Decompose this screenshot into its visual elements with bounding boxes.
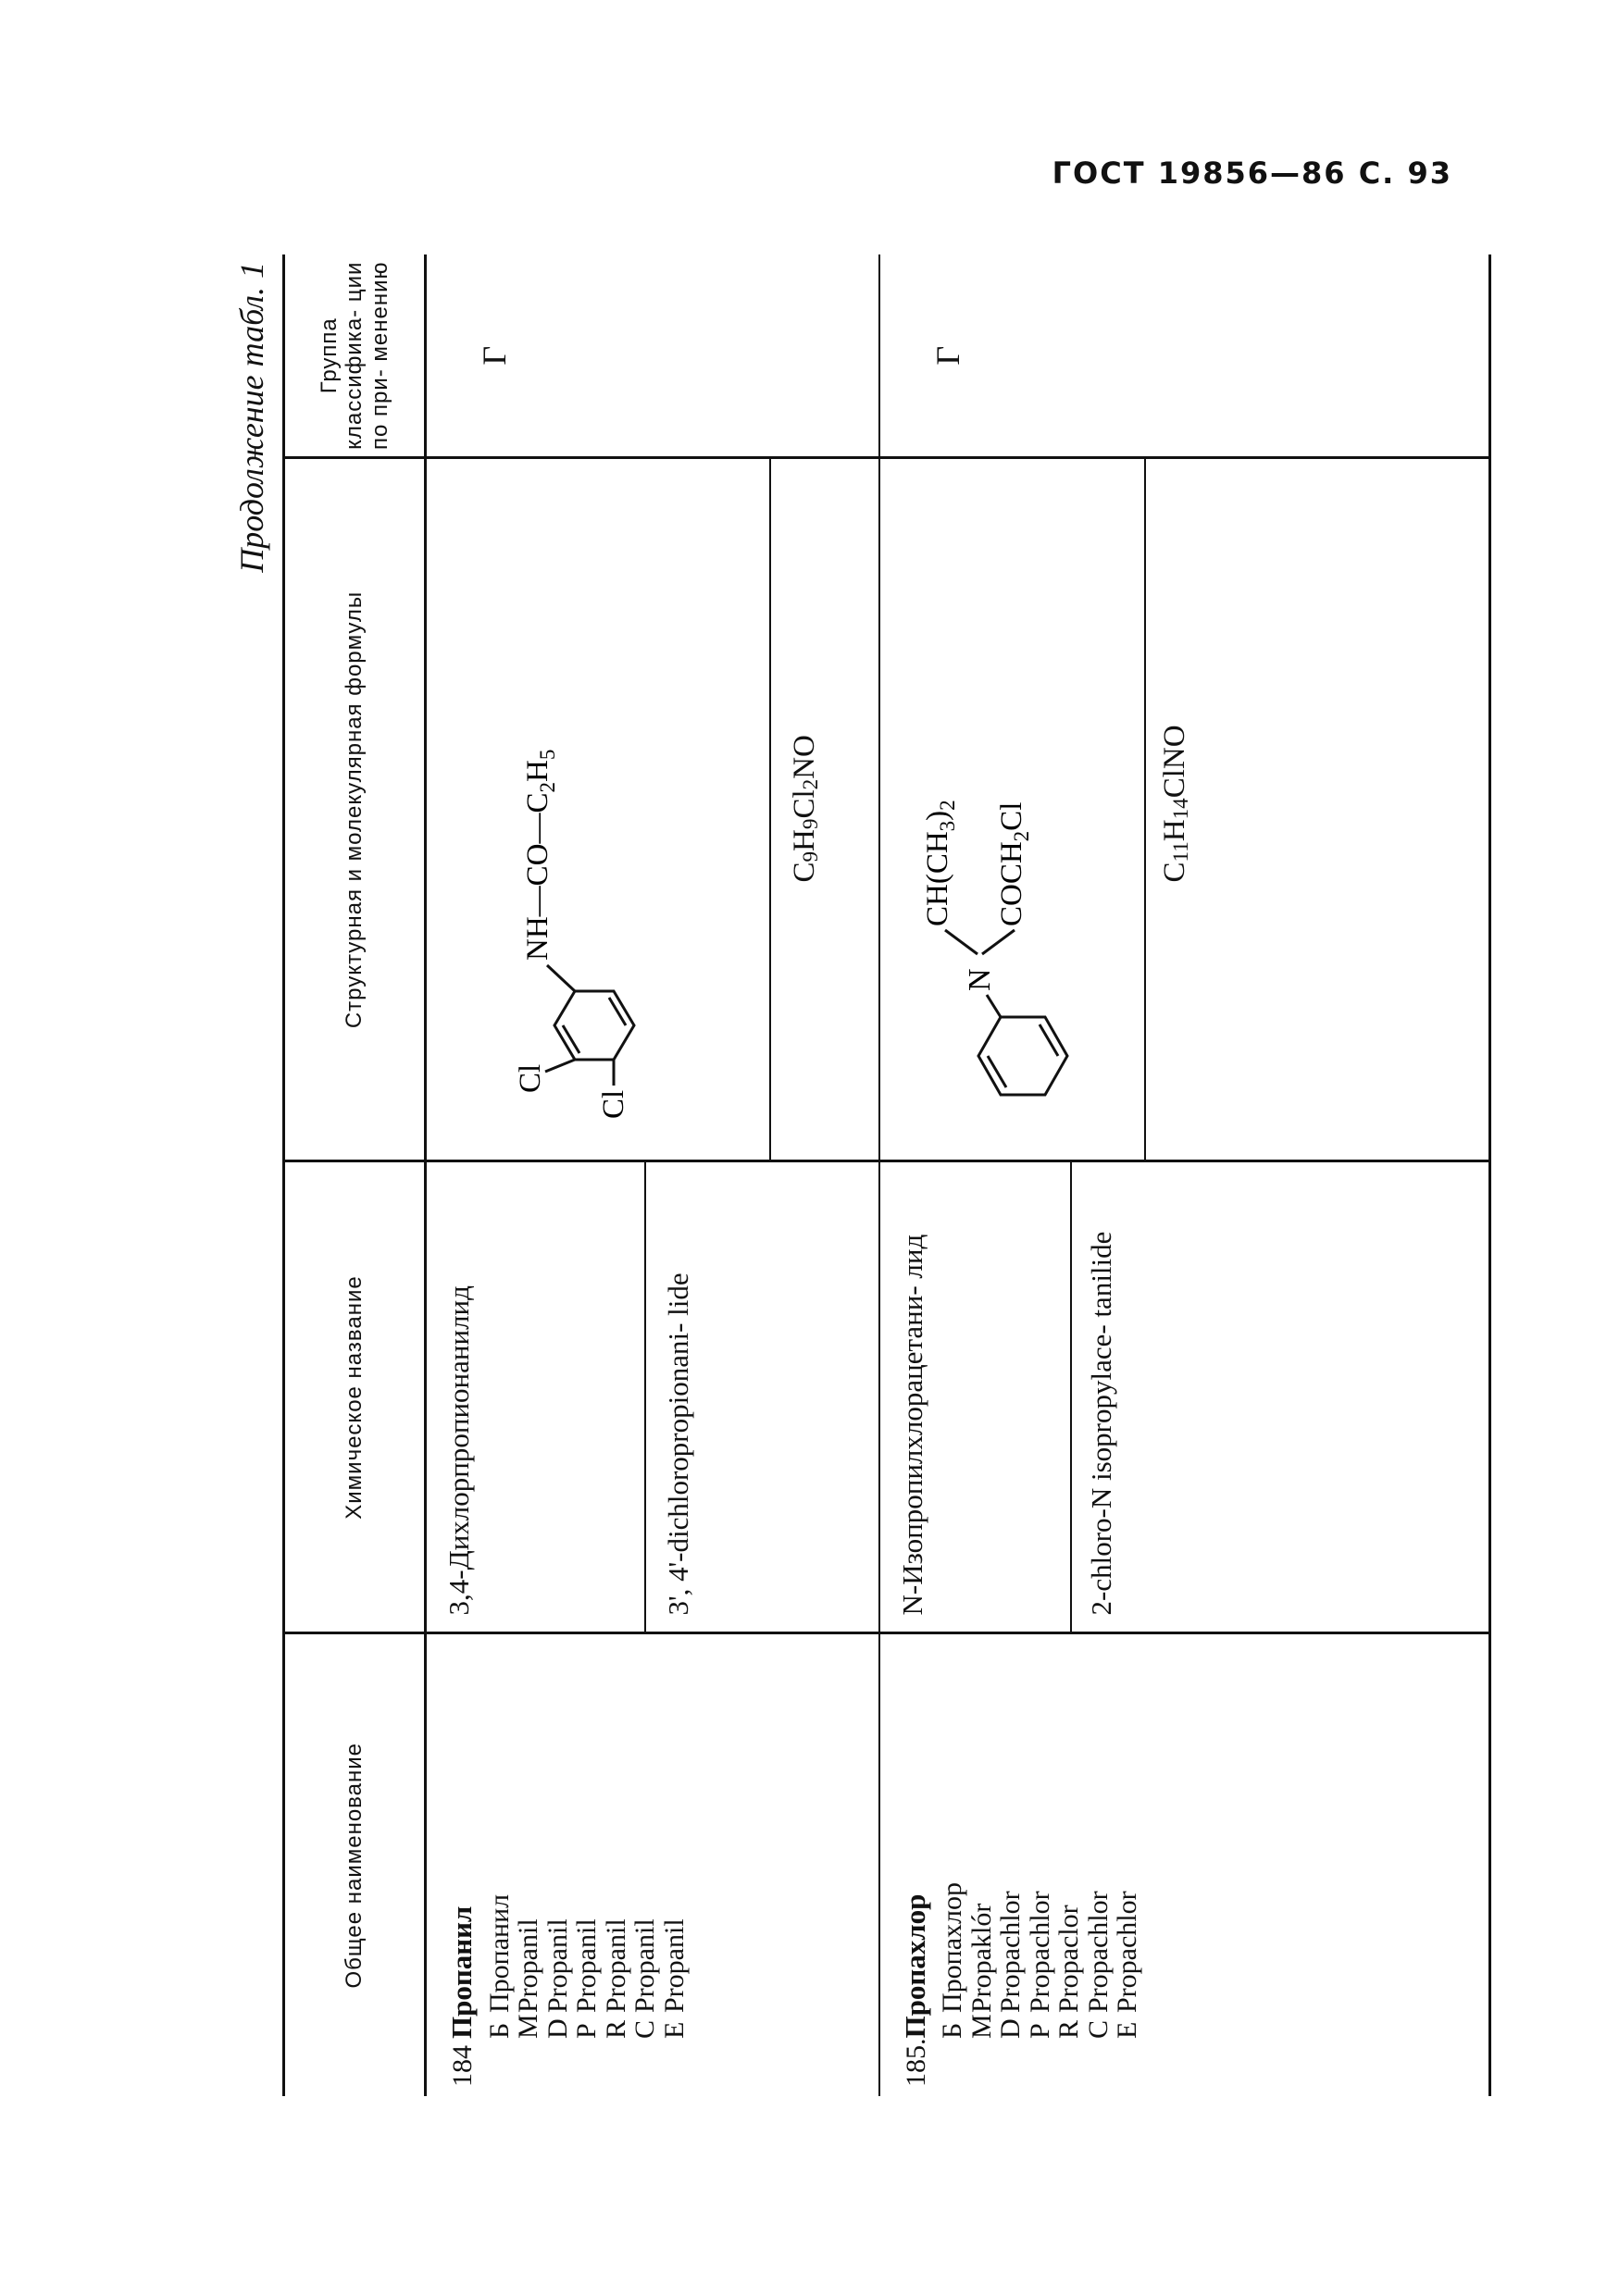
cell-divider — [769, 460, 771, 1160]
benzene-ring-icon — [545, 966, 634, 1086]
chlorine-label: Cl — [597, 1090, 630, 1120]
group-cell: Г — [879, 254, 1490, 458]
cell-divider — [1144, 460, 1146, 1160]
chemical-name-cell — [879, 1161, 1490, 1633]
table-header-row — [284, 254, 426, 2096]
chem-name-en: 2-chloro-N isopropylace- tanilide — [1084, 1231, 1117, 1616]
common-name-cell — [426, 1633, 879, 2096]
synonym-list — [938, 1635, 1142, 2088]
structural-formula — [880, 457, 1144, 1160]
list-item: CPropanil — [629, 1918, 661, 2039]
group-cell: Г — [426, 254, 879, 458]
chem-name-en: 3', 4'-dichloropropionani- lide — [662, 1272, 694, 1616]
list-item: RPropaclor — [1053, 1905, 1085, 2039]
table-row — [426, 254, 879, 2096]
header-group: Группа классифика- ции по при- менению — [284, 254, 426, 458]
synonym-list — [485, 1635, 690, 2088]
list-item: CPropachlor — [1082, 1891, 1114, 2039]
list-item: PPropachlor — [1024, 1891, 1055, 2039]
cell-divider — [1070, 1163, 1072, 1632]
list-item: DPropanil — [542, 1918, 573, 2039]
data-table — [282, 254, 1491, 2096]
page-header: ГОСТ 19856—86 С. 93 — [1052, 155, 1452, 191]
list-item: EPropanil — [658, 1918, 690, 2039]
list-item: RPropanil — [600, 1918, 631, 2039]
list-item: БПропахлор — [937, 1881, 968, 2039]
common-name-cell — [879, 1633, 1490, 2096]
header-common-name: Общее наименование — [284, 1633, 426, 2096]
table-row — [879, 254, 1490, 2096]
molecular-formula: $C_9H_9Cl_2NO$ — [788, 735, 822, 883]
rotated-table-block — [227, 254, 1449, 2096]
chemical-name-cell — [426, 1161, 879, 1633]
list-item: EPropachlor — [1112, 1891, 1143, 2039]
list-item: PPropanil — [571, 1918, 603, 2039]
molecular-formula: $C_{11}H_{14}ClNO$ — [1157, 725, 1192, 883]
continuation-label: Продолжение табл. 1 — [233, 262, 270, 573]
chem-name-ru: 3,4-Дихлорпропионанилид — [442, 1285, 475, 1616]
header-chemical-name: Химическое название — [284, 1161, 426, 1633]
branch-isopropyl: $CH(CH_3)_2$ — [920, 800, 959, 927]
row-number: 184 — [447, 2045, 478, 2087]
nitrogen-label: N — [962, 968, 997, 992]
branch-chloroacetyl: $COCH_2Cl$ — [994, 802, 1033, 927]
side-chain: $NH—CO—C_2H_5$ — [521, 750, 559, 962]
structural-formula — [427, 457, 769, 1160]
chem-name-ru: N-Изопропилхлорацетани- лид — [895, 1234, 928, 1616]
formula-cell — [879, 458, 1490, 1161]
benzene-ring-icon — [945, 931, 1067, 1096]
chlorine-label: Cl — [514, 1064, 547, 1094]
cell-divider — [644, 1163, 646, 1632]
common-name: Пропахлор — [898, 1893, 931, 2039]
header-formulas: Структурная и молекулярная формулы — [284, 458, 426, 1161]
list-item: БПропанил — [483, 1893, 515, 2039]
list-item: MPropaklór — [965, 1903, 997, 2039]
list-item: DPropachlor — [995, 1891, 1027, 2039]
common-name: Пропанил — [445, 1905, 478, 2039]
row-number: 185. — [900, 2038, 931, 2087]
list-item: MPropanil — [513, 1918, 544, 2039]
formula-cell — [426, 458, 879, 1161]
